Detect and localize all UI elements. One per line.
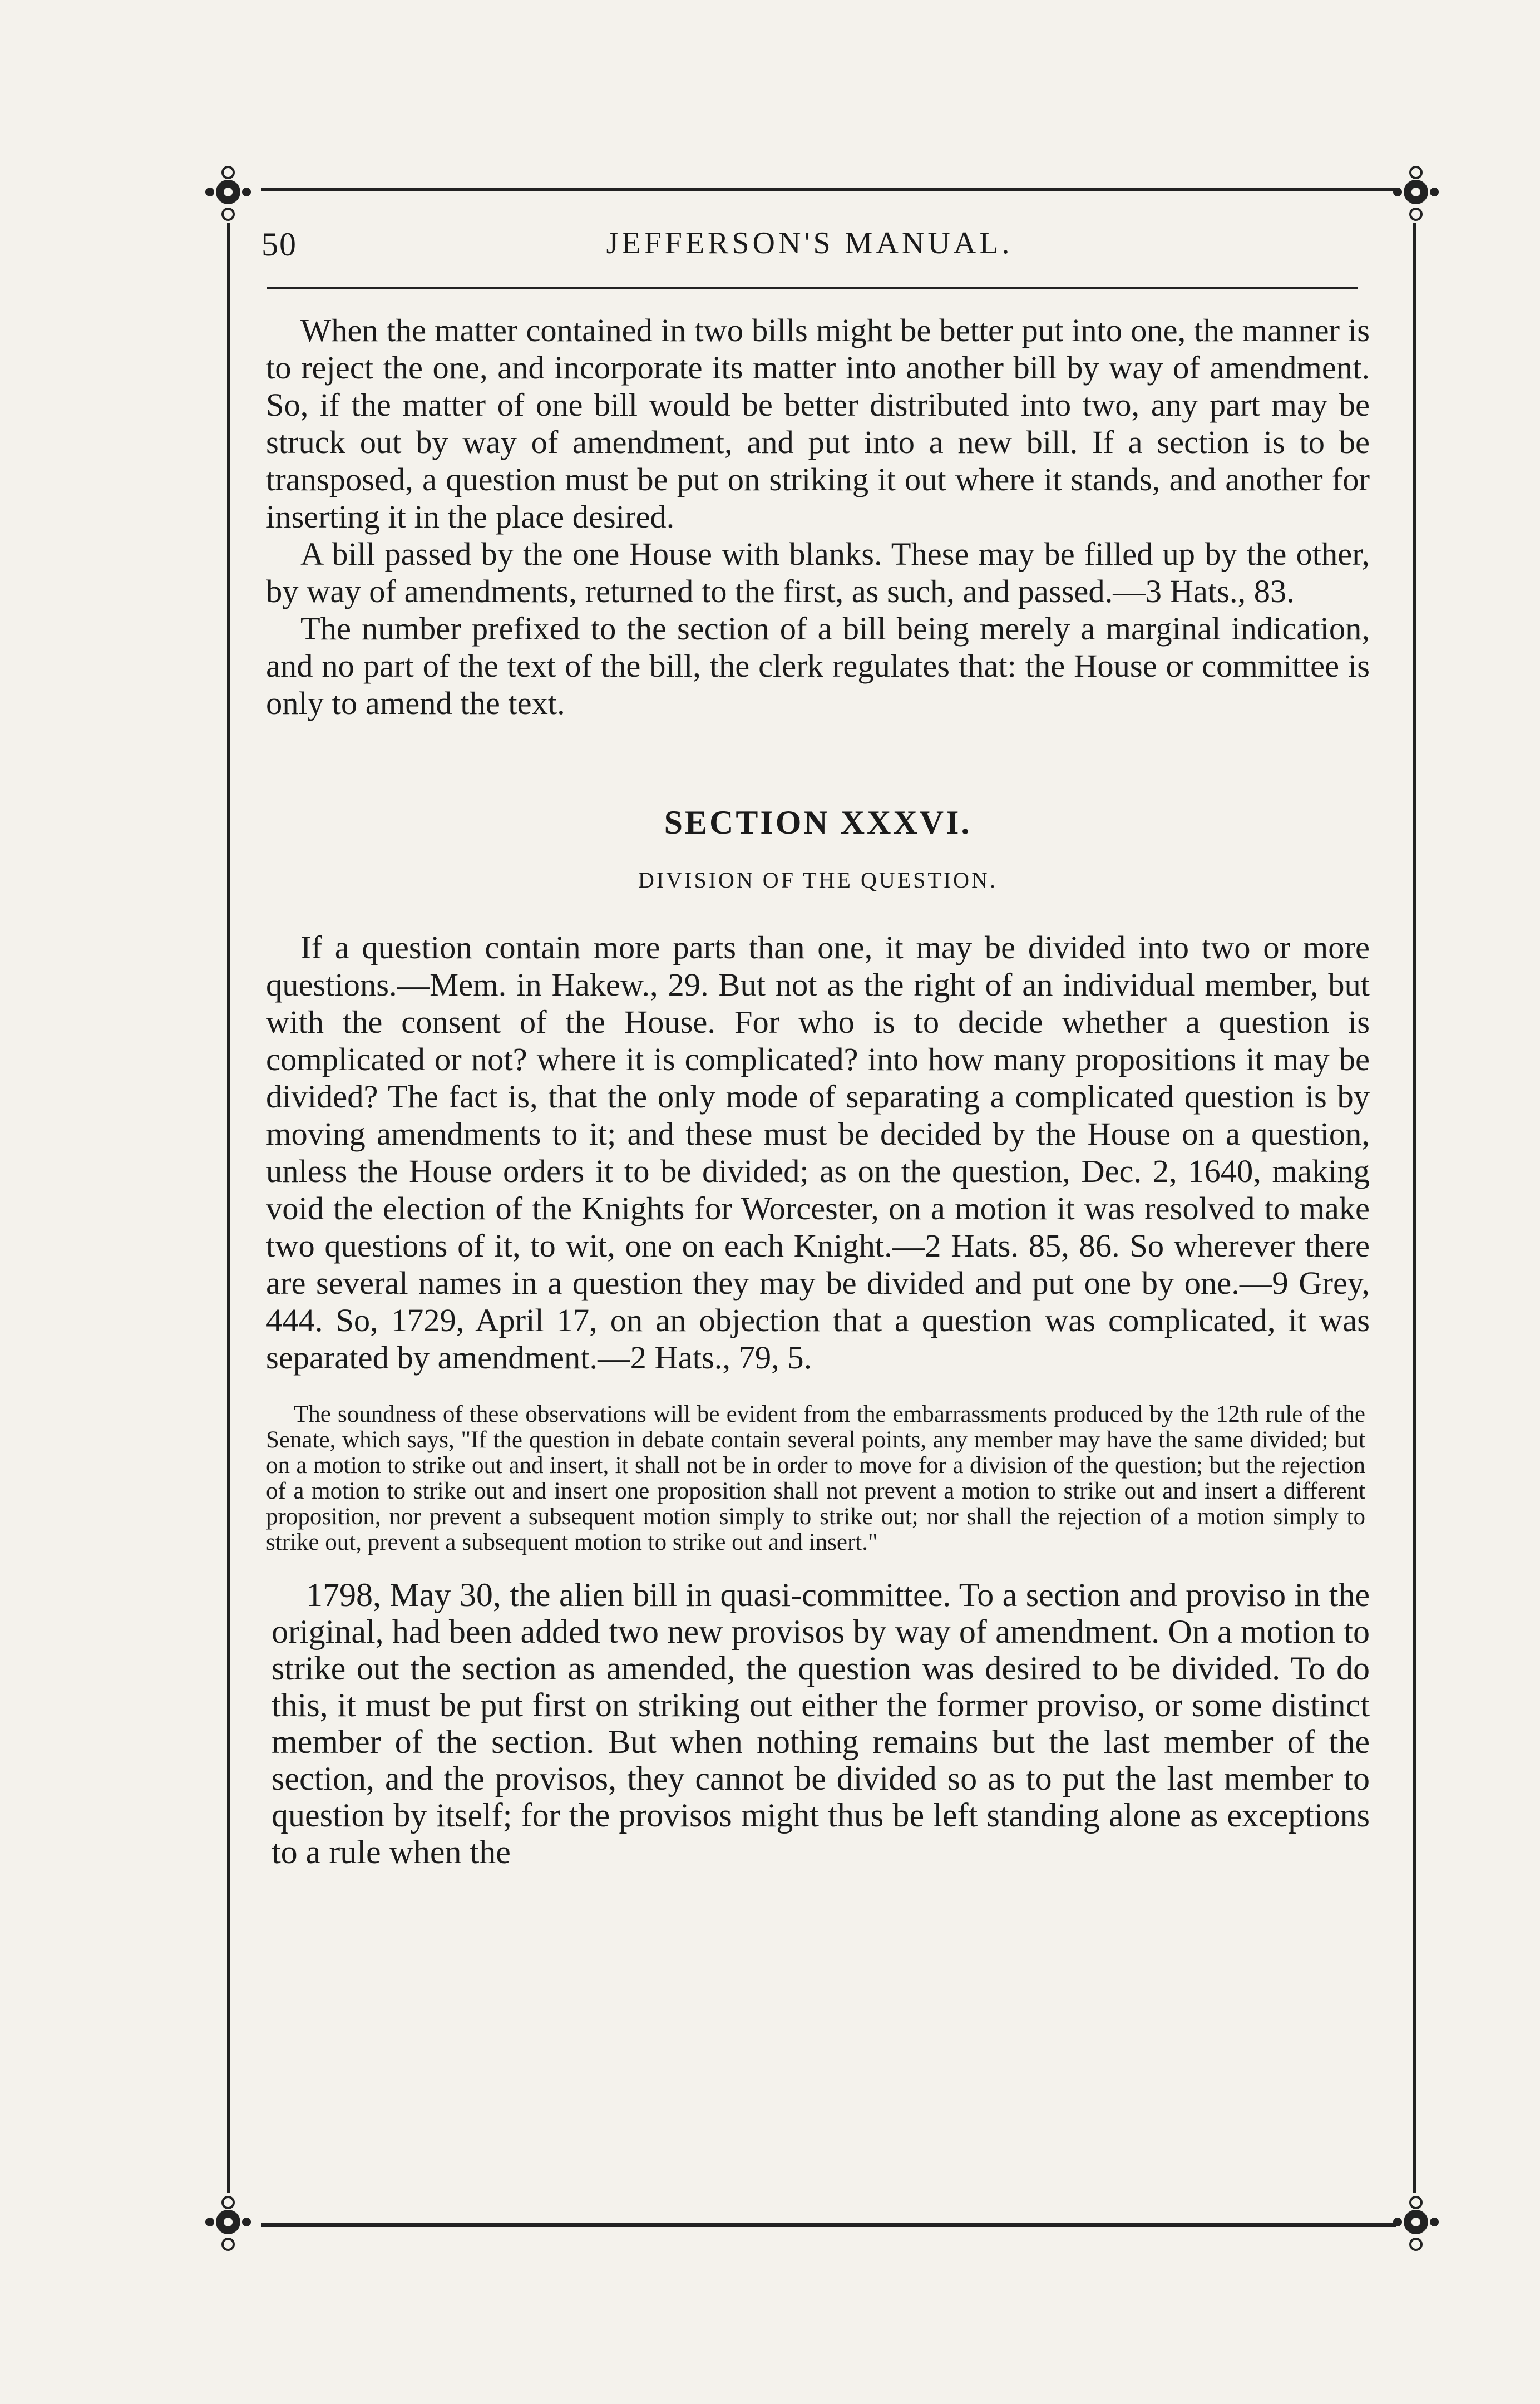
frame-top-rule bbox=[261, 188, 1396, 191]
note-senate-rule: The soundness of these observations will be evident from the embarrassments produced by the 12th rule of the Senate, which says, "If the question in debate contain several points, any member may have the same divided; but on a motion to strike out and insert, it shall not be in order to move for a division of the question; but the rejection of a motion to strike out and insert one proposition shall not prevent a motion to strike out and insert a different proposition, nor prevent a subsequent motion simply to strike out; nor shall the rejection of a motion simply to strike out, prevent a subsequent motion to strike out and insert." bbox=[266, 1401, 1365, 1555]
frame-left-rule bbox=[227, 223, 230, 2193]
page-body bbox=[266, 312, 1370, 1870]
frame-bottom-rule bbox=[261, 2223, 1396, 2227]
corner-ornament-icon bbox=[203, 161, 253, 228]
running-head: JEFFERSON'S MANUAL. bbox=[606, 226, 1013, 260]
paragraph-amendment-bills: When the matter contained in two bills might be better put into one, the manner is to reject the one, and incorporate its matter into another bill by way of amendment. So, if the matter of one bill would be better distributed into two, any part may be struck out by way of amendment, and put into a new bill. If a section is to be transposed, a question must be put on striking it out where it stands, and another for inserting it in the place desired. bbox=[266, 312, 1370, 535]
corner-ornament-icon bbox=[1391, 161, 1441, 228]
paragraph-alien-bill: 1798, May 30, the alien bill in quasi-committee. To a section and proviso in the original, had been added two new provisos by way of amendment. On a motion to strike out the section as amended, the question was desired to be divided. To do this, it must be put first on striking out either the former proviso, or some distinct member of the section. But when nothing remains but the last member of the section, and the provisos, they cannot be divided so as to put the last member to question by itself; for the provisos might thus be left standing alone as exceptions to a rule when the bbox=[272, 1577, 1370, 1870]
page-number: 50 bbox=[261, 226, 297, 263]
section-subtitle: DIVISION OF THE QUESTION. bbox=[638, 868, 998, 893]
corner-ornament-icon bbox=[1391, 2191, 1441, 2258]
paragraph-blanks: A bill passed by the one House with blanks. These may be filled up by the other, by way of amendments, returned to the first, as such, and passed.—3 Hats., 83. bbox=[266, 536, 1370, 609]
section-title: SECTION XXXVI. bbox=[664, 804, 972, 841]
header-rule bbox=[267, 287, 1358, 289]
paragraph-section-numbers: The number prefixed to the section of a bill being merely a marginal indication, and no part of the text of the bill, the clerk regulates that: the House or committee is only to amend the text. bbox=[266, 610, 1370, 721]
paragraph-division: If a question contain more parts than one, it may be divided into two or more questions.—Mem. in Hakew., 29. But not as the right of an individual member, but with the consent of the House. For who is to decide whether a question is complicated or not? where it is complicated? into how many propositions it may be divided? The fact is, that the only mode of separating a complicated question is by moving amendments to it; and these must be decided by the House on a question, unless the House orders it to be divided; as on the question, Dec. 2, 1640, making void the election of the Knights for Worcester, on a motion it was resolved to make two questions of it, to wit, one on each Knight.—2 Hats. 85, 86. So wherever there are several names in a question they may be divided and put one by one.—9 Grey, 444. So, 1729, April 17, on an objection that a question was complicated, it was separated by amendment.—2 Hats., 79, 5. bbox=[266, 929, 1370, 1376]
page-header bbox=[261, 225, 1358, 287]
corner-ornament-icon bbox=[203, 2191, 253, 2258]
frame-right-rule bbox=[1413, 223, 1416, 2193]
